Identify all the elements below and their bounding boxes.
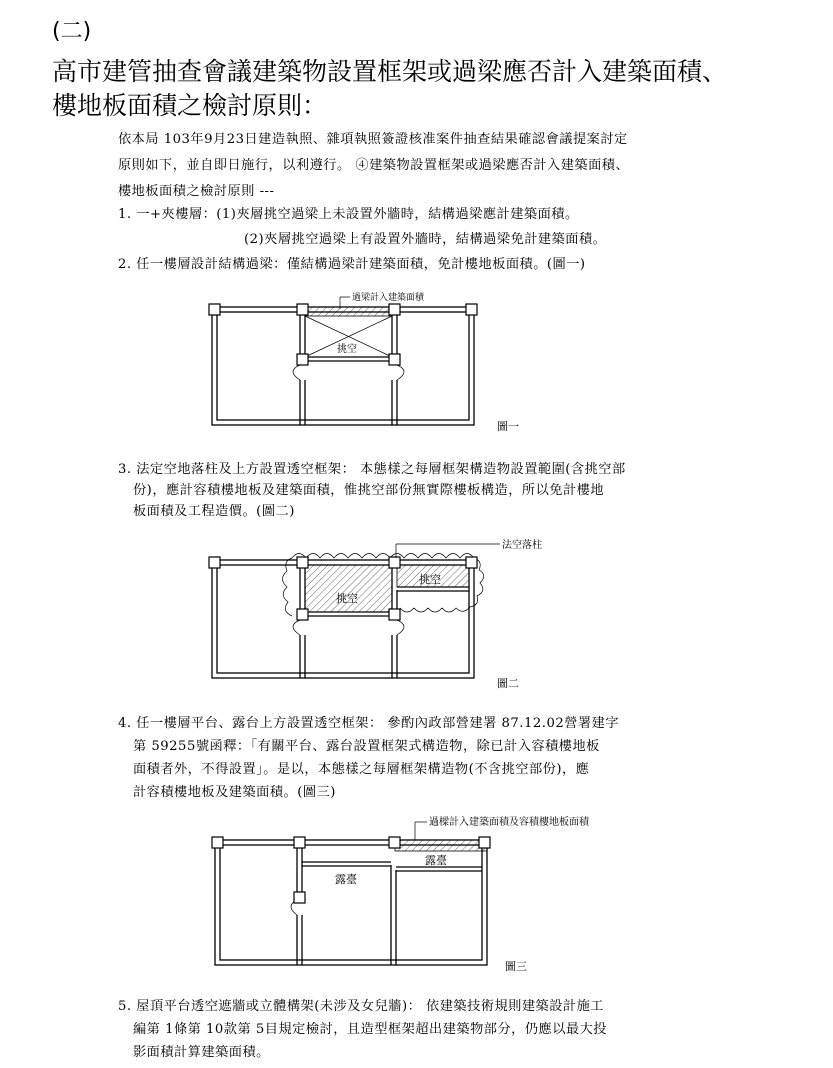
fig3-terrace-label: 露臺 — [335, 873, 357, 886]
column — [479, 837, 490, 848]
item4-line-2: 第 59255號函釋：「有關平台、露台設置框架式構造物，除已計入容積樓地板 — [133, 739, 600, 754]
column — [212, 837, 223, 848]
section-marker: (二) — [52, 19, 92, 44]
page-title-line-2: 樓地板面積之檢討原則： — [52, 91, 328, 120]
column — [297, 304, 308, 315]
column — [389, 837, 400, 848]
column — [389, 304, 400, 315]
item4-line-4: 計容積樓地板及建築面積。(圖三) — [133, 785, 336, 800]
fig2-label: 圖二 — [497, 677, 519, 690]
fig2-void-label-2: 挑空 — [419, 573, 441, 586]
item3-line-1: 3. 法定空地落柱及上方設置透空框架： 本態樣之每層框架構造物設置範圍(含挑空部 — [118, 462, 626, 477]
column — [297, 354, 308, 365]
column — [294, 892, 305, 903]
column — [466, 304, 477, 315]
intro-line-2: 原則如下，並自即日施行，以利遵行。 ④建築物設置框架或過梁應否計入建築面積、 — [118, 158, 630, 173]
figure-3 — [205, 810, 655, 975]
fig1-label: 圖一 — [497, 420, 519, 433]
item5-line-3: 影面積計算建築面積。 — [133, 1045, 270, 1060]
beam-hatch — [305, 307, 392, 316]
fig1-void-label: 挑空 — [337, 344, 357, 355]
fig2-void-label: 挑空 — [336, 592, 358, 605]
column — [209, 304, 220, 315]
fig3-terrace-label-2: 露臺 — [425, 854, 447, 867]
beam-hatch — [395, 840, 487, 851]
floor-plan-walls — [212, 307, 474, 425]
item5-line-2: 編第 1條第 10款第 5目規定檢討，且造型框架超出建築物部分，仍應以最大投 — [133, 1022, 607, 1037]
fig1-callout: 過梁計入建築面積 — [352, 293, 425, 303]
fig2-callout: 法空落柱 — [502, 540, 542, 551]
column — [297, 557, 308, 568]
intro-line-1: 依本局 103年9月23日建造執照、雜項執照簽證核准案件抽查結果確認會議提案討定 — [118, 132, 628, 147]
item1-line-2: (2)夾層挑空過梁上有設置外牆時，結構過梁免計建築面積。 — [244, 232, 607, 247]
item1-line-1: 1. 一+夾樓層：(1)夾層挑空過梁上未設置外牆時，結構過梁應計建築面積。 — [118, 207, 579, 222]
item4-line-3: 面積者外，不得設置」。是以，本態樣之每層框架構造物(不含挑空部份)，應 — [133, 762, 590, 777]
item4-line-1: 4. 任一樓層平台、露台上方設置透空框架： 參酌內政部營建署 87.12.02營署建字 — [118, 716, 620, 731]
figure-1 — [200, 285, 540, 440]
intro-line-3: 樓地板面積之檢討原則 --- — [118, 184, 275, 199]
column — [466, 557, 477, 568]
column — [389, 609, 400, 620]
fig3-callout: 過樑計入建築面積及容積樓地板面積 — [429, 817, 589, 828]
page-title-line-1: 高市建管抽查會議建築物設置框架或過梁應否計入建築面積、 — [52, 57, 728, 86]
column — [389, 557, 400, 568]
item2-line: 2. 任一樓層設計結構過梁：僅結構過梁計建築面積，免計樓地板面積。(圖一) — [118, 257, 586, 272]
item3-line-3: 板面積及工程造價。(圖二) — [133, 504, 295, 519]
column — [297, 609, 308, 620]
column — [209, 557, 220, 568]
column — [389, 354, 400, 365]
figure-2 — [200, 530, 580, 692]
item3-line-2: 份)，應計容積樓地板及建築面積，惟挑空部份無實際樓板構造，所以免計樓地 — [133, 483, 605, 498]
fig3-label: 圖三 — [505, 960, 527, 973]
column — [294, 837, 305, 848]
item5-line-1: 5. 屋頂平台透空遮牆或立體構架(未涉及女兒牆)： 依建築技術規則建築設計施工 — [118, 999, 604, 1014]
